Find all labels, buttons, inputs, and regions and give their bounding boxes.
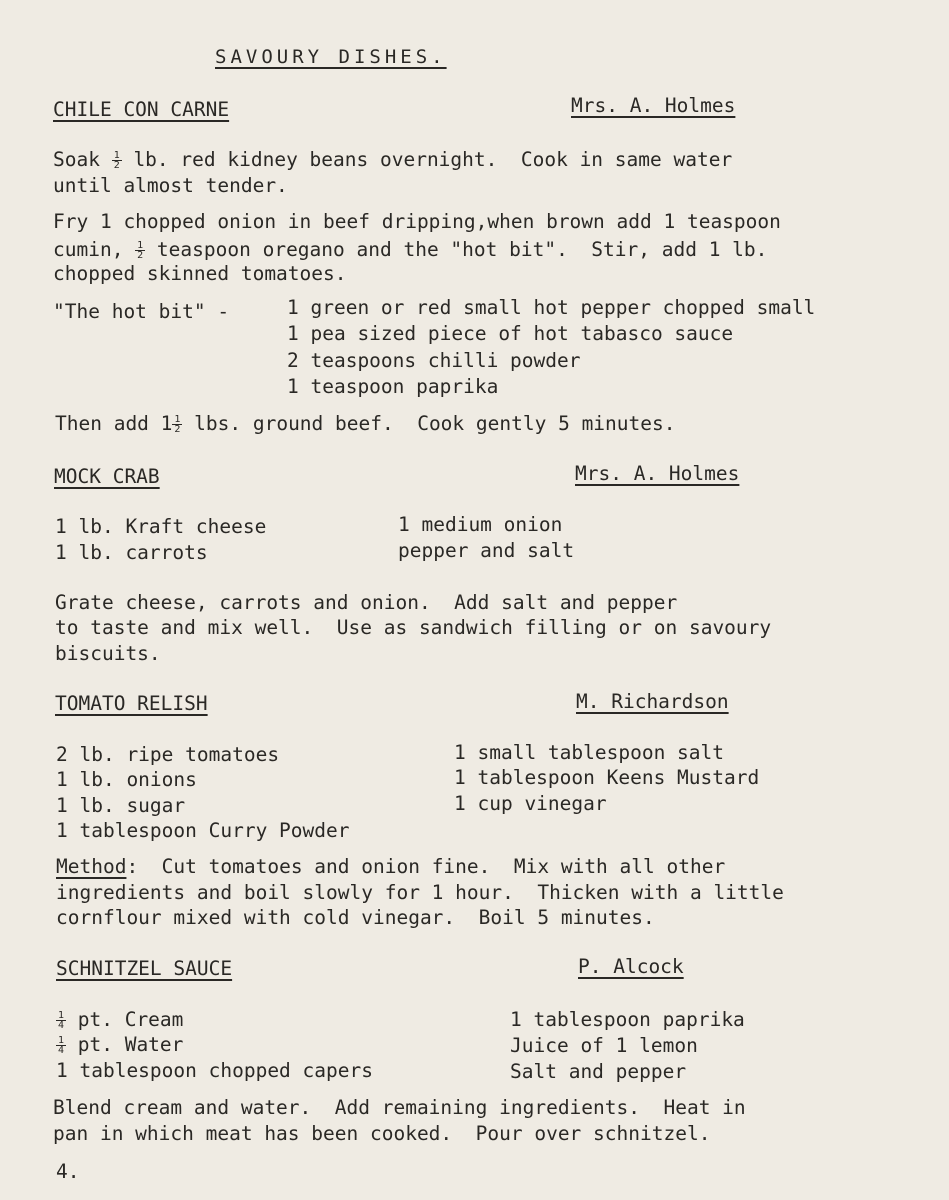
method-line: cornflour mixed with cold vinegar. Boil 5 minutes.: [56, 906, 655, 929]
method-line: to taste and mix well. Use as sandwich filling or on savoury: [55, 616, 772, 639]
recipe-author-tomato-relish: M. Richardson: [576, 690, 729, 713]
text: pt. Cream: [66, 1008, 184, 1031]
hot-bit-item: 1 teaspoon paprika: [287, 375, 499, 398]
method-line: pan in which meat has been cooked. Pour over schnitzel.: [53, 1122, 711, 1145]
method-line: Blend cream and water. Add remaining ingredients. Heat in: [53, 1096, 746, 1119]
recipe-author-chile-con-carne: Mrs. A. Holmes: [571, 94, 736, 117]
text: pt. Water: [66, 1033, 184, 1056]
ingredient-left: [56, 1010, 183, 1030]
ingredient-left: 1 tablespoon Curry Powder: [56, 819, 350, 842]
hot-bit-item: 2 teaspoons chilli powder: [287, 349, 581, 372]
text: teaspoon oregano and the "hot bit". Stir, add 1 lb.: [145, 238, 768, 261]
ingredient-right: 1 tablespoon paprika: [510, 1008, 745, 1031]
ingredient-left: 1 lb. Kraft cheese: [55, 515, 267, 538]
ingredient-right: 1 cup vinegar: [454, 792, 607, 815]
ingredient-left: 1 lb. onions: [56, 768, 197, 791]
hot-bit-item: 1 green or red small hot pepper chopped small: [287, 296, 816, 319]
text: Then add 1: [55, 412, 173, 435]
text: : Cut tomatoes and onion fine. Mix with all other: [126, 855, 726, 878]
recipe-title-schnitzel-sauce: SCHNITZEL SAUCE: [56, 957, 233, 980]
recipe-author-schnitzel-sauce: P. Alcock: [578, 955, 684, 978]
ingredient-left: 1 lb. sugar: [56, 794, 186, 817]
ingredient-right: 1 small tablespoon salt: [454, 741, 725, 764]
fraction-half: [112, 151, 122, 170]
fraction-denominator: 2: [174, 424, 181, 435]
ingredient-left: 1 tablespoon chopped capers: [56, 1059, 373, 1082]
fraction-numerator: 1: [57, 1035, 65, 1046]
text: lbs. ground beef. Cook gently 5 minutes.: [182, 412, 676, 435]
fraction-denominator: 4: [57, 1020, 65, 1031]
fraction-numerator: 1: [137, 240, 144, 251]
text: cumin,: [53, 238, 136, 261]
ingredient-right: Juice of 1 lemon: [510, 1034, 698, 1057]
ingredient-left: 2 lb. ripe tomatoes: [56, 743, 280, 766]
fraction-numerator: 1: [174, 414, 181, 425]
fraction-numerator: 1: [57, 1010, 65, 1021]
text: lb. red kidney beans overnight. Cook in same water: [121, 148, 733, 171]
chile-paragraph-2-line-2: [53, 240, 767, 260]
recipe-title-chile-con-carne: CHILE CON CARNE: [53, 98, 230, 121]
hot-bit-item: 1 pea sized piece of hot tabasco sauce: [287, 322, 734, 345]
chile-paragraph-2-line-3: chopped skinned tomatoes.: [53, 262, 347, 285]
page-title: SAVOURY DISHES.: [215, 46, 447, 68]
chile-paragraph-3: [55, 414, 676, 434]
ingredient-right: 1 tablespoon Keens Mustard: [454, 766, 760, 789]
fraction-quarter: [56, 1036, 66, 1055]
method-line: biscuits.: [55, 642, 161, 665]
fraction-half: [135, 241, 145, 260]
method-label: Method: [56, 855, 127, 878]
fraction-quarter: [56, 1011, 66, 1030]
ingredient-left: [56, 1035, 183, 1055]
text: Soak: [53, 148, 112, 171]
fraction-denominator: 4: [57, 1045, 65, 1056]
chile-paragraph-2-line-1: Fry 1 chopped onion in beef dripping,when brown add 1 teaspoon: [53, 210, 781, 233]
method-line: ingredients and boil slowly for 1 hour. Thicken with a little: [56, 881, 784, 904]
fraction-denominator: 2: [113, 160, 120, 171]
recipe-author-mock-crab: Mrs. A. Holmes: [575, 462, 740, 485]
hot-bit-label: "The hot bit" -: [53, 300, 230, 323]
ingredient-left: 1 lb. carrots: [55, 541, 208, 564]
page-number: 4.: [56, 1160, 80, 1183]
chile-paragraph-1-line-2: until almost tender.: [53, 174, 288, 197]
chile-paragraph-1-line-1: [53, 150, 732, 170]
method-line: [56, 857, 725, 877]
ingredient-right: pepper and salt: [398, 539, 575, 562]
fraction-numerator: 1: [113, 150, 120, 161]
method-line: Grate cheese, carrots and onion. Add salt and pepper: [55, 591, 678, 614]
fraction-denominator: 2: [137, 250, 144, 261]
recipe-title-mock-crab: MOCK CRAB: [54, 465, 160, 488]
ingredient-right: 1 medium onion: [398, 513, 563, 536]
ingredient-right: Salt and pepper: [510, 1060, 687, 1083]
recipe-title-tomato-relish: TOMATO RELISH: [55, 692, 208, 715]
fraction-half: [172, 415, 182, 434]
